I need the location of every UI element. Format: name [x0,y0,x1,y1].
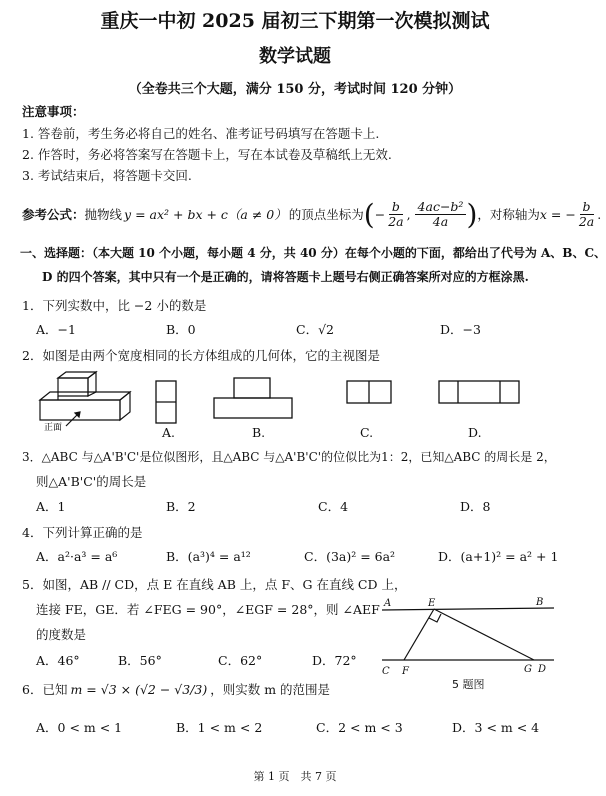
note-item: 3. 考试结束后，将答题卡交回. [22,168,192,183]
point-d-label: D [538,664,547,675]
point-b-label: B [536,597,544,608]
q4-option-c: C．(3a)² = 6a² [304,549,396,564]
question-3-stem: 3．△ABC 与△A'B'C'是位似图形，且△ABC 与△A'B'C'的位似比为1：2，已知△ABC 的周长是 2， [22,450,556,464]
figure-caption: 5 题图 [452,678,485,691]
question-5-line: 连接 FE，GE．若 ∠FEG = 90°，∠EGF = 28°，则 ∠AEF [36,602,380,617]
question-2-stem: 2．如图是由两个宽度相同的长方体组成的几何体，它的主视图是 [22,348,380,363]
question-5-line: 的度数是 [36,627,87,642]
q1-option-a: A．−1 [36,322,76,337]
point-a-label: A [384,598,392,609]
q3-option-d: D．8 [460,499,491,514]
q3-option-c: C．4 [318,499,349,514]
q4-option-d: D．(a+1)² = a² + 1 [438,549,559,564]
point-e-label: E [428,598,436,609]
vertex-x-fraction: $\frac{b}{2a}$ [388,199,404,229]
q2-option-c: C. [360,425,374,440]
q6-option-b: B．1 < m < 2 [176,720,263,735]
question-1-stem: 1．下列实数中，比 −2 小的数是 [22,298,207,313]
axis-lhs: x = − [539,206,576,222]
exam-info: （全卷共三个大题，满分 150 分，考试时间 120 分钟） [128,82,462,97]
q6-option-d: D．3 < m < 4 [452,720,540,735]
solid-figure [36,368,136,432]
view-b [212,376,294,420]
vertex-y-fraction: $\frac{\text{4ac−b²}}{4a}$ [415,200,467,227]
note-item: 2. 作答时，务必将答案写在答题卡上，写在本试卷及草稿纸上无效. [22,147,392,162]
view-a [154,380,178,426]
question-6-stem: 6．已知 m = √3 × (√2 − √3/3) ，则实数 m 的范围是 [22,681,331,697]
q5-option-c: C．62° [218,653,263,668]
page-footer: 第 1 页 共 7 页 [253,770,337,783]
parabola-equation: y = ax² + bx + c（a ≠ 0） [124,207,287,222]
q5-option-a: A．46° [36,653,80,668]
formula-text: 抛物线 [84,207,123,222]
subject-title: 数学试题 [259,46,331,67]
q6-option-c: C．2 < m < 3 [316,720,403,735]
note-item: 1. 答卷前，考生务必将自己的姓名、准考证号码填写在答题卡上. [22,126,380,141]
q6-expression: m = √3 × (√2 − √3/3) [70,681,208,697]
q2-option-b: B. [252,425,266,440]
q1-option-b: B．0 [166,322,196,337]
q5-option-d: D．72° [312,653,357,668]
q4-option-a: A．a²·a³ = a⁶ [36,549,118,564]
section-instructions: D 的四个答案，其中只有一个是正确的，请将答题卡上题号右侧正确答案所对应的方框涂黑. [42,270,529,284]
exam-title: 重庆一中初 2025 届初三下期第一次模拟测试 [100,10,490,32]
point-f-label: F [402,666,409,677]
q6-option-a: A．0 < m < 1 [36,720,123,735]
question-3-stem-cont: 则△A'B'C'的周长是 [36,474,147,489]
q1-option-c: C．√2 [296,322,334,337]
formula-text: ，对称轴为 [477,207,540,222]
q3-option-a: A．1 [36,499,66,514]
section-instructions: 一、选择题：（本大题 10 个小题，每小题 4 分，共 40 分）在每个小题的下面，都给出了代号为 A、B、C、 [20,246,606,260]
q2-option-d: D. [468,425,482,440]
axis-fraction: $\frac{b}{2a}$ [578,199,595,229]
front-label: 正面 [44,423,63,433]
view-c [346,380,392,404]
q2-option-a: A. [162,425,176,440]
view-d [438,380,520,404]
q5-option-b: B．56° [118,653,162,668]
formula-label: 参考公式： [22,207,85,222]
q1-option-d: D．−3 [440,322,481,337]
formula-text: 的顶点坐标为 [288,207,364,222]
notes-heading: 注意事项： [22,104,85,119]
point-g-label: G [524,664,532,675]
reference-formula: 参考公式： 抛物线 y = ax² + bx + c（a ≠ 0） 的顶点坐标为 ( − $\frac{b}{2a}$ , $\frac{\text{4ac−b²}}{4a}$ ) ，对称轴为 x = − $\frac{b}{2a}$ . [22,197,602,231]
q4-option-b: B．(a³)⁴ = a¹² [166,549,251,564]
point-c-label: C [382,666,390,677]
question-5-line: 5．如图，AB // CD，点 E 在直线 AB 上，点 F、G 在直线 CD 上， [22,577,407,592]
question-4-stem: 4．下列计算正确的是 [22,525,143,540]
q3-option-b: B．2 [166,499,196,514]
